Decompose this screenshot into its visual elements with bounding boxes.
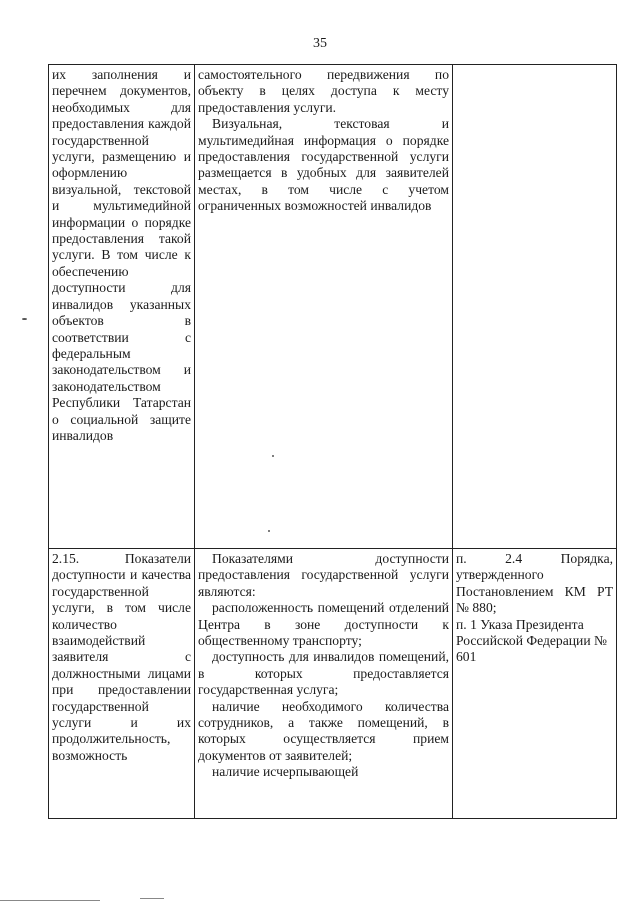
- cell-paragraph: доступность для инвалидов помещений, в которых предоставляется государственная услуга;: [198, 649, 449, 698]
- scan-line: [0, 900, 100, 901]
- table-row: [49, 65, 617, 549]
- cell-paragraph: Визуальная, текстовая и мультимедийная информация о порядке предоставления государственной услуги размещается в удобных для заявителей местах, в том числе с учетом ограниченных возможностей инвалидов: [198, 116, 449, 214]
- cell-paragraph: Показателями доступности предоставления государственной услуги являются:: [198, 551, 449, 599]
- cell-text: 2.15. Показатели доступности и качества государственной услуги, в том числе количество взаимодействий заявителя с должностными лицами при предоставлении государственной услуги и их продолжительность, возможность: [52, 551, 191, 763]
- scan-speck: [22, 318, 27, 320]
- cell-paragraph: самостоятельного передвижения по объекту в целях доступа к месту предоставления услуги.: [198, 67, 449, 115]
- cell-paragraph: наличие исчерпывающей: [212, 764, 359, 780]
- regulation-table: [48, 64, 617, 819]
- table-cell-description: [195, 65, 453, 549]
- cell-text: их заполнения и перечнем документов, необходимых для предоставления каждой государственной услуги, размещению и оформлению визуальной, текстовой и мультимедийной информации о порядке предоставления такой услуги. В том числе к обеспечению доступности для инвалидов указанных объектов в соответствии с федеральным законодательством и законодательством Республики Татарстан о социальной защите инвалидов: [52, 67, 191, 443]
- table-cell-reference: [453, 549, 617, 819]
- scan-speck: [268, 530, 270, 532]
- cell-paragraph: п. 2.4 Порядка, утвержденного Постановлением КМ РТ № 880;: [456, 551, 613, 616]
- cell-paragraph: п. 1 Указа Президента Российской Федерации № 601: [456, 616, 607, 665]
- table-cell-description: [195, 549, 453, 819]
- table-cell-requirement: [49, 549, 195, 819]
- scan-speck: [272, 455, 274, 457]
- scan-line: [140, 898, 164, 899]
- page-number: 35: [313, 36, 327, 51]
- table-cell-reference: [453, 65, 617, 549]
- cell-paragraph: наличие необходимого количества сотрудников, а также помещений, в которых осуществляется прием документов от заявителей;: [198, 698, 449, 763]
- cell-paragraph: расположенность помещений отделений Центра в зоне доступности к общественному транспорту;: [198, 600, 449, 649]
- table-row: [49, 549, 617, 819]
- table-cell-requirement: [49, 65, 195, 549]
